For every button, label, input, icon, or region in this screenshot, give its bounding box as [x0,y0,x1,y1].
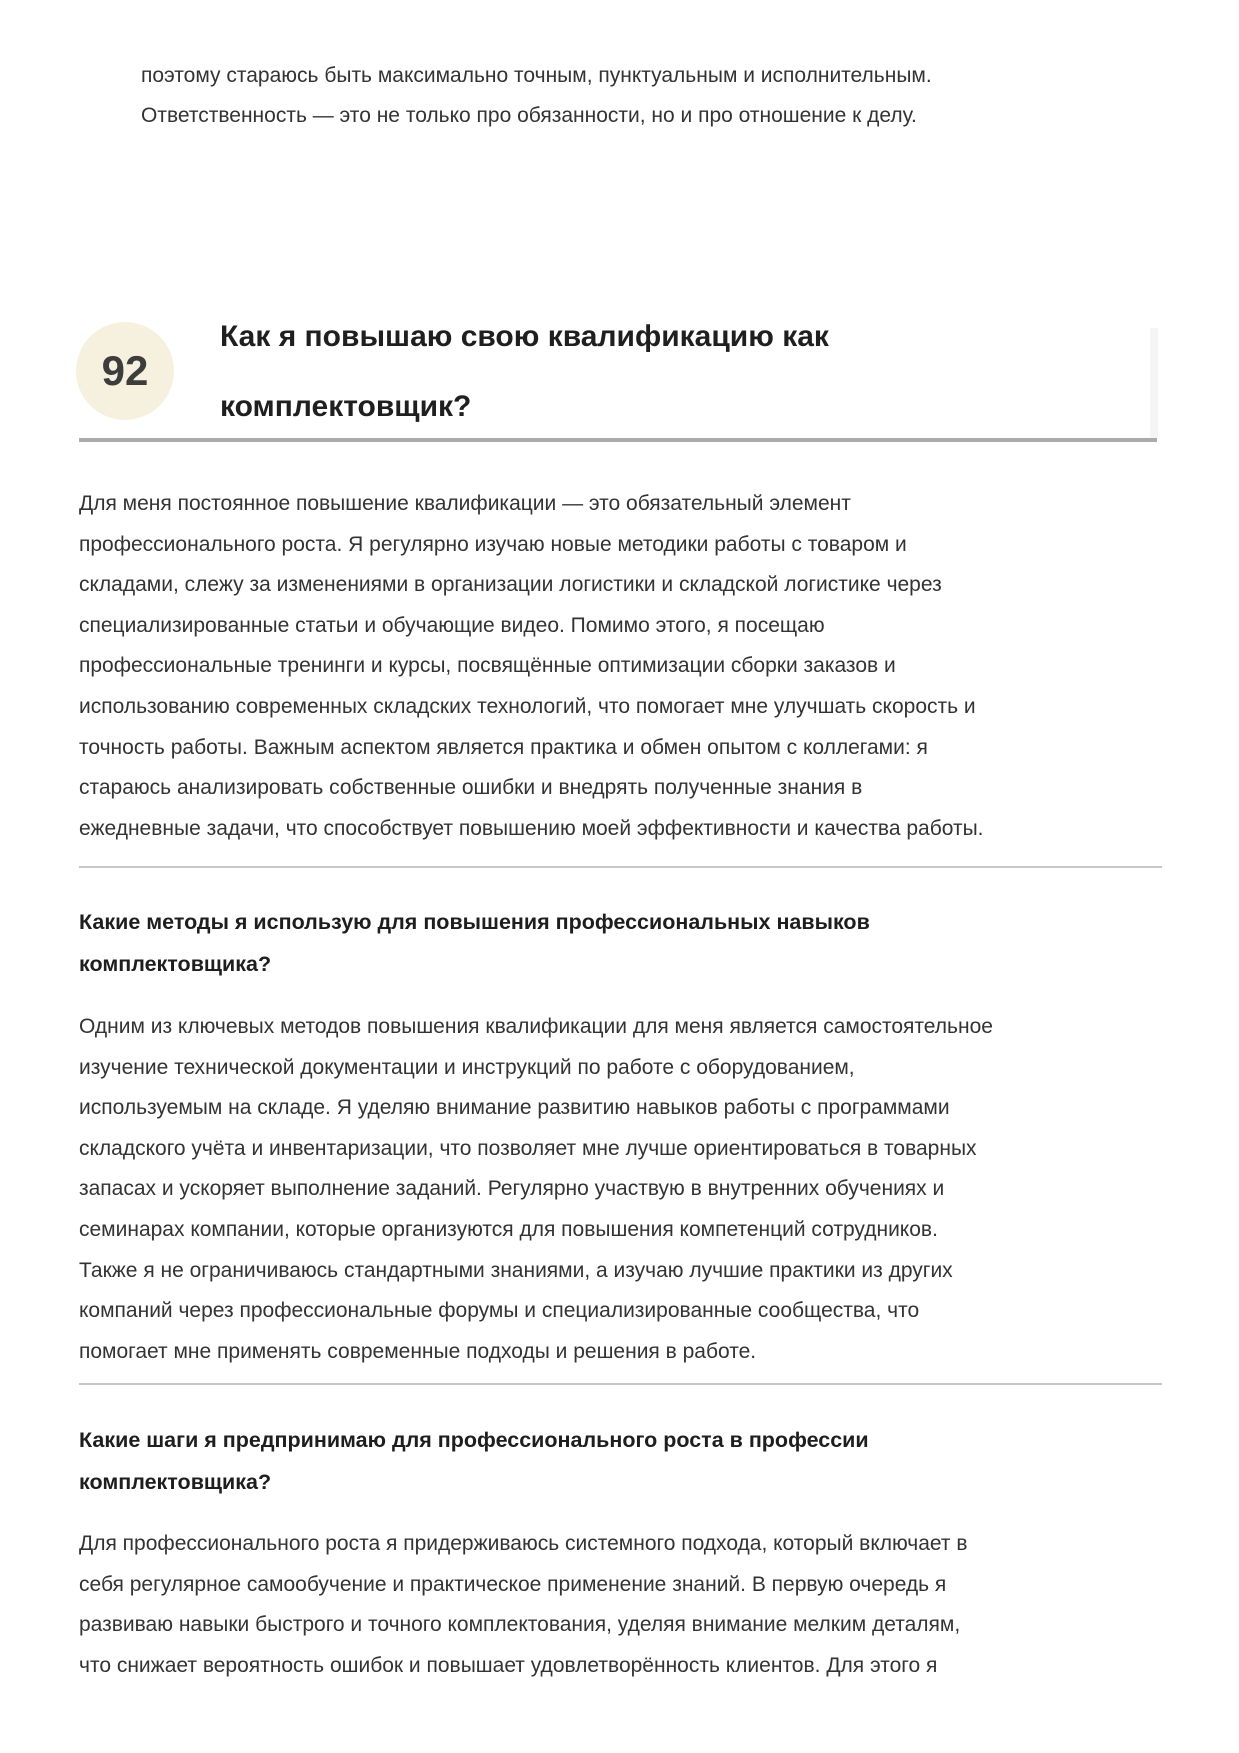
previous-answer-fragment: поэтому стараюсь быть максимально точным, пунктуальным и исполнительным. Ответственность — это не только про обязанности, но и про отношение к делу. [141,64,932,127]
question-heading-1: Какие методы я использую для повышения профессиональных навыков комплектовщика? [79,910,870,976]
section-divider [79,1383,1162,1385]
section-edge-line [1150,328,1158,438]
section-title-divider [79,438,1157,442]
intro-paragraph: Для меня постоянное повышение квалификации — это обязательный элемент профессионального роста. Я регулярно изучаю новые методики работы с товаром и складами, слежу за изменениями в организации логистики и складской логистике через специализированные статьи и обучающие видео. Помимо этого, я посещаю профессиональные тренинги и курсы, посвящённые оптимизации сборки заказов и использованию современных складских технологий, что помогает мне улучшать скорость и точность работы. Важным аспектом является практика и обмен опытом с коллегами: я стараюсь анализировать собственные ошибки и внедрять полученные знания в ежедневные задачи, что способствует повышению моей эффективности и качества работы. [79,492,984,840]
question-heading-2: Какие шаги я предпринимаю для профессионального роста в профессии комплектовщика? [79,1428,869,1494]
answer-paragraph-2: Для профессионального роста я придерживаюсь системного подхода, который включает в себя регулярное самообучение и практическое применение знаний. В первую очередь я развиваю навыки быстрого и точного комплектования, уделяя внимание мелким деталям, что снижает вероятность ошибок и повышает удовлетворённость клиентов. Для этого я [79,1532,968,1677]
question-number: 92 [101,347,149,394]
question-number-badge [76,322,174,420]
answer-paragraph-1: Одним из ключевых методов повышения квалификации для меня является самостоятельное изучение технической документации и инструкций по работе с оборудованием, используемым на складе. Я уделяю внимание развитию навыков работы с программами складского учёта и инвентаризации, что позволяет мне лучше ориентироваться в товарных запасах и ускоряет выполнение заданий. Регулярно участвую в внутренних обучениях и семинарах компании, которые организуются для повышения компетенций сотрудников. Также я не ограничиваюсь стандартными знаниями, а изучаю лучшие практики из других компаний через профессиональные форумы и специализированные сообщества, что помогает мне применять современные подходы и решения в работе. [79,1015,993,1363]
section-title: Как я повышаю свою квалификацию как комплектовщик? [220,320,829,423]
section-divider [79,866,1162,868]
